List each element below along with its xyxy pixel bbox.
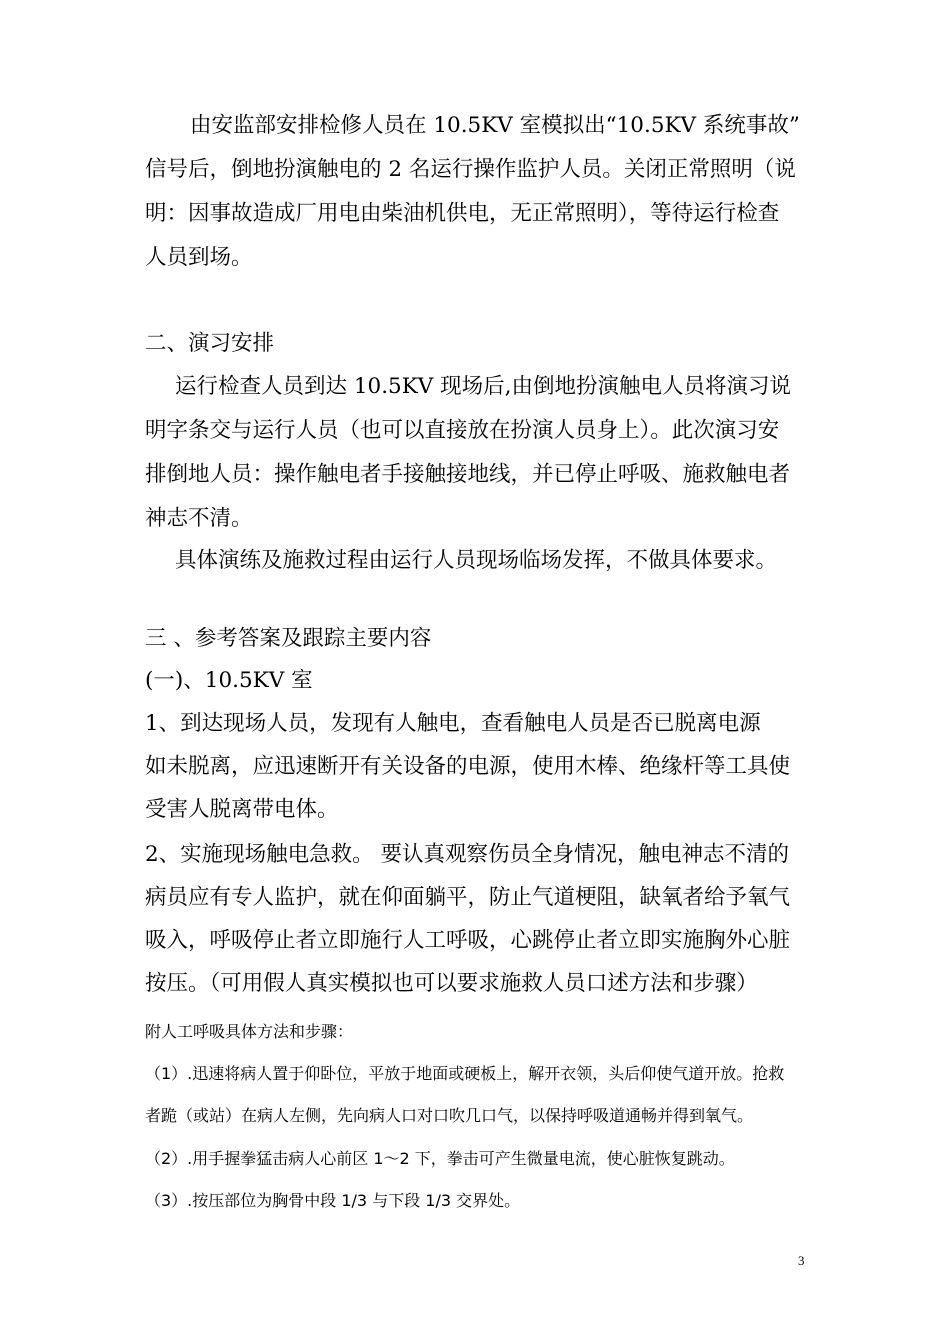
para3: 具体演练及施救过程由运行人员现场临场发挥，不做具体要求。: [175, 548, 778, 573]
appendix-title: 附人工呼吸具体方法和步骤：: [145, 1022, 354, 1041]
step-2: （2）.用手握拳猛击病人心前区 1～2 下，拳击可产生微量电流，使心脏恢复跳动。: [145, 1149, 735, 1168]
step-1-line-1: （1）.迅速将病人置于仰卧位，平放于地面或硬板上，解开衣领，头后仰使气道开放。抢救: [145, 1064, 785, 1083]
section2-title: 二、演习安排: [145, 331, 275, 356]
sub1-title: (一)、10.5KV 室: [145, 668, 313, 693]
para1-line-3: 明：因事故造成厂用电由柴油机供电，无正常照明），等待运行检查: [145, 201, 780, 226]
para1-line-4: 人员到场。: [145, 245, 253, 270]
para2-line-3: 排倒地人员：操作触电者手接触接地线，并已停止呼吸、施救触电者: [145, 462, 791, 487]
para2-line-1: 运行检查人员到达 10.5KV 现场后,由倒地扮演触电人员将演习说: [175, 374, 791, 399]
item2-line-3: 吸入，呼吸停止者立即施行人工呼吸，心跳停止者立即实施胸外心脏: [145, 928, 791, 953]
item1-line-1: 1、到达现场人员，发现有人触电，查看触电人员是否已脱离电源: [145, 711, 761, 736]
item2-line-1: 2、实施现场触电急救。 要认真观察伤员全身情况，触电神志不清的: [145, 842, 790, 867]
para1-line-2: 信号后，倒地扮演触电的 2 名运行操作监护人员。关闭正常照明（说: [145, 157, 796, 182]
step-3: （3）.按压部位为胸骨中段 1/3 与下段 1/3 交界处。: [145, 1191, 521, 1210]
para2-line-2: 明字条交与运行人员（也可以直接放在扮演人员身上）。此次演习安: [145, 418, 780, 443]
para1-line-1: 由安监部安排检修人员在 10.5KV 室模拟出“10.5KV 系统事故”: [190, 113, 800, 138]
step-1-line-2: 者跪（或站）在病人左侧，先向病人口对口吹几口气，以保持呼吸道通畅并得到氧气。: [145, 1106, 754, 1125]
para2-line-4: 神志不清。: [145, 506, 253, 531]
item1-line-2: 如未脱离，应迅速断开有关设备的电源，使用木棒、绝缘杆等工具使: [145, 754, 791, 779]
page-number: 3: [798, 1253, 805, 1268]
item2-line-4: 按压。（可用假人真实模拟也可以要求施救人员口述方法和步骤）: [145, 971, 758, 996]
item2-line-2: 病员应有专人监护，就在仰面躺平，防止气道梗阻，缺氧者给予氧气: [145, 885, 791, 910]
item1-line-3: 受害人脱离带电体。: [145, 797, 339, 822]
section3-title: 三 、参考答案及跟踪主要内容: [145, 626, 432, 651]
